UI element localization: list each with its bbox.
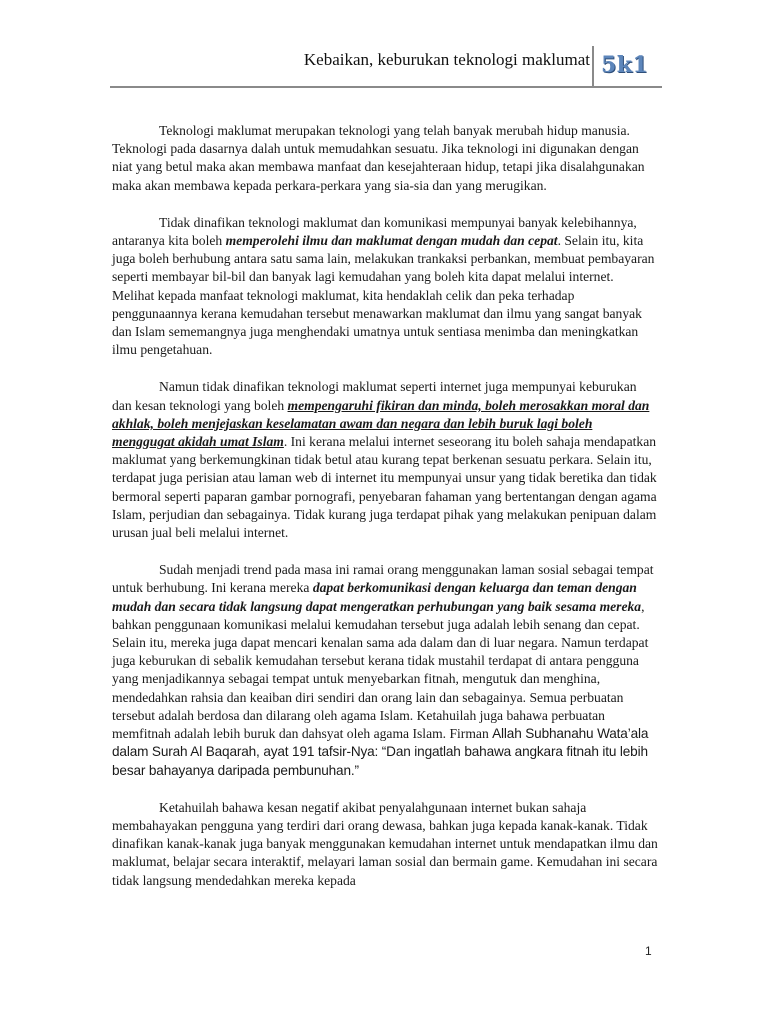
paragraph-4 xyxy=(112,561,658,779)
paragraph-3-text-a: Namun tidak dinafikan teknologi maklumat seperti internet juga mempunyai keburukan dan kesan teknologi yang boleh xyxy=(112,379,637,413)
document-body xyxy=(112,122,658,890)
paragraph-1-text: Teknologi maklumat merupakan teknologi yang telah banyak merubah hidup manusia. Teknologi pada dasarnya dalah untuk memudahkan sesuatu. Jika teknologi ini digunakan dengan niat yang betul maka akan membawa manfaat dan kesejahteraan hidup, tetapi jika disalahgunakan maka akan membawa kepada perkara-perkara yang sia-sia dan yang merugikan. xyxy=(112,123,645,193)
paragraph-3 xyxy=(112,378,658,542)
paragraph-4-emphasis: dapat berkomunikasi dengan keluarga dan teman dengan mudah dan secara tidak langsung dapat mengeratkan perhubungan yang baik sesama mereka xyxy=(112,580,642,614)
paragraph-3-emphasis: mempengaruhi fikiran dan minda, boleh merosakkan moral dan akhlak, boleh menjejaskan keselamatan awam dan negara dan lebih buruk lagi boleh menggugat akidah umat Islam xyxy=(112,397,650,450)
paragraph-1 xyxy=(112,122,658,195)
paragraph-2-text-b: . Selain itu, kita juga boleh berhubung antara satu sama lain, melakukan trankaksi perbankan, membuat pembayaran seperti membayar bil-bil dan banyak lagi kemudahan yang boleh kita dapat melalui internet. Melihat kepada manfaat teknologi maklumat, kita hendaklah celik dan peka terhadap penggunaannya kerana kemudahan tersebut menawarkan maklumat dan ilmu yang sangat banyak dan Islam sememangnya juga menghendaki umatnya untuk sentiasa menimba dan meningkatkan ilmu pengetahuan. xyxy=(112,233,655,358)
header-vertical-rule xyxy=(592,46,594,88)
paragraph-4-text-a: Sudah menjadi trend pada masa ini ramai orang menggunakan laman sosial sebagai tempat untuk berhubung. Ini kerana mereka xyxy=(112,562,654,596)
paragraph-3-text-b: . Ini kerana melalui internet seseorang itu boleh sahaja mendapatkan maklumat yang berkemungkinan tidak betul atau kurang tepat berkenan sesuatu perkara. Selain itu, terdapat juga perisian atau laman web di internet itu mempunyai unsur yang tidak beretika dan tidak bermoral seperti paparan gambar pornografi, penyebaran fahaman yang bertentangan dengan agama Islam, perjudian dan sebagainya. Tidak kurang juga terdapat pihak yang melakukan penipuan dalam urusan jual beli melalui internet. xyxy=(112,434,657,541)
paragraph-5-text: Ketahuilah bahawa kesan negatif akibat penyalahgunaan internet bukan sahaja membahayakan pengguna yang terdiri dari orang dewasa, bahkan juga kepada kanak-kanak. Tidak dinafikan kanak-kanak juga banyak menggunakan kemudahan internet untuk mendapatkan ilmu dan maklumat, belajar secara interaktif, melayari laman sosial dan bermain game. Kemudahan ini secara tidak langsung mendedahkan mereka kepada xyxy=(112,799,658,888)
paragraph-5 xyxy=(112,799,658,890)
page-number: 1 xyxy=(645,944,652,958)
header-title: Kebaikan, keburukan teknologi maklumat xyxy=(303,50,590,69)
paragraph-4-quran-quote: Allah Subhanahu Wata’ala dalam Surah Al Baqarah, ayat 191 tafsir-Nya: “Dan ingatlah bahawa angkara fitnah itu lebih besar bahayanya daripada pembunuhan.” xyxy=(112,726,649,778)
paragraph-2-emphasis: memperolehi ilmu dan maklumat dengan mudah dan cepat xyxy=(225,233,558,249)
header-class-code: 5k1 xyxy=(601,52,649,78)
header-horizontal-rule xyxy=(110,86,662,88)
paragraph-2-text-a: Tidak dinafikan teknologi maklumat dan komunikasi mempunyai banyak kelebihannya, antaranya kita boleh xyxy=(112,214,637,249)
paragraph-4-text-b: , bahkan penggunaan komunikasi melalui kemudahan tersebut juga adalah lebih senang dan cepat. Selain itu, mereka juga dapat mencari kenalan sama ada dalam dan di luar negara. Namun terdapat juga keburukan di sebalik kemudahan tersebut kerana tidak mustahil terdapat di antara pengguna yang menjadikannya sebagai tempat untuk menyebarkan fitnah, mengutuk dan menghina, mendedahkan rahsia dan keaiban diri sendiri dan orang lain dan sebagainya. Semua perbuatan tersebut adalah berdosa dan dilarang oleh agama Islam. Ketahuilah juga bahawa perbuatan memfitnah adalah lebih buruk dan dahsyat oleh agama Islam. Firman xyxy=(112,598,649,742)
paragraph-2 xyxy=(112,214,658,360)
